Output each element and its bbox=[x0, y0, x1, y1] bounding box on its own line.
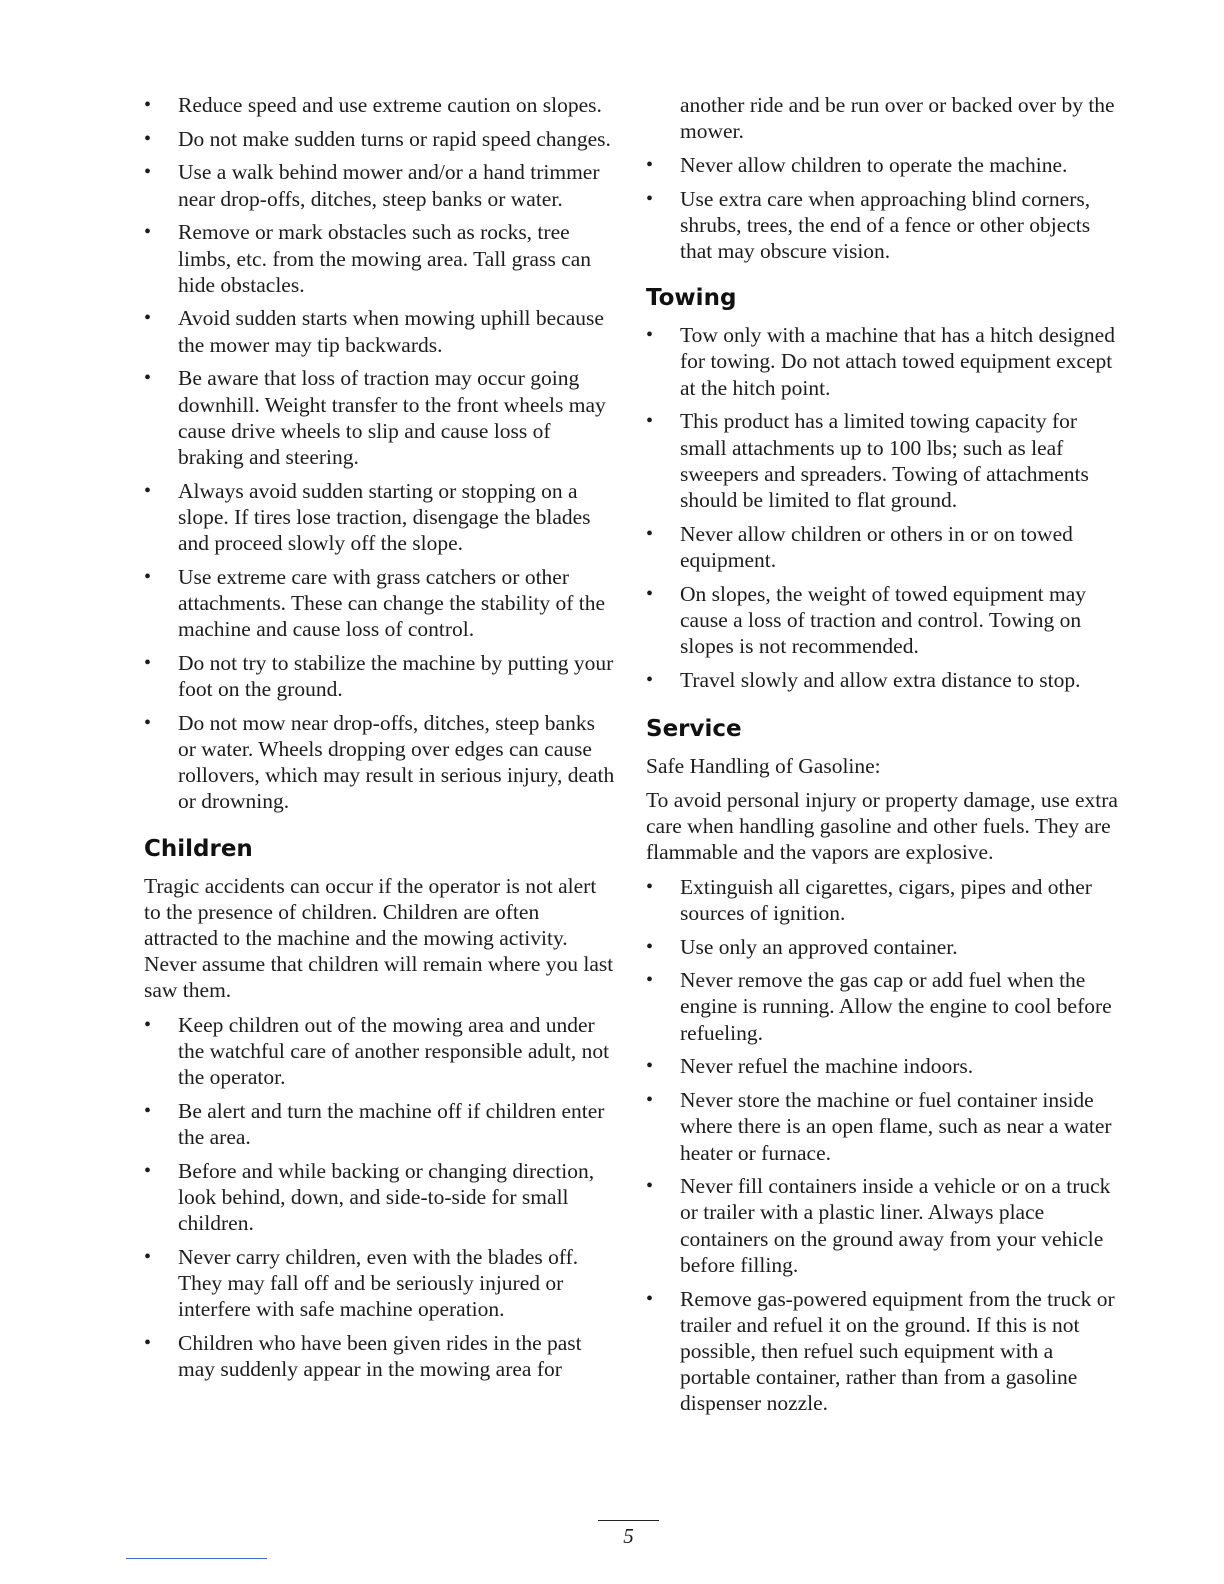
list-item: • Before and while backing or changing direction, look behind, down, and side-to-side for small children. bbox=[144, 1158, 616, 1237]
list-item: • Be alert and turn the machine off if children enter the area. bbox=[144, 1098, 616, 1150]
list-item: • Never refuel the machine indoors. bbox=[646, 1053, 1120, 1079]
left-column bbox=[144, 92, 616, 1390]
list-item: • Children who have been given rides in the past may suddenly appear in the mowing area for bbox=[144, 1330, 616, 1382]
page-number: 5 bbox=[623, 1524, 634, 1548]
section-heading-children: Children bbox=[144, 835, 253, 862]
list-item: • Never allow children to operate the machine. bbox=[646, 152, 1120, 178]
towing-safety-list bbox=[646, 322, 1120, 693]
right-column bbox=[646, 92, 1120, 1424]
children-safety-list bbox=[144, 1012, 616, 1383]
list-item: • Use only an approved container. bbox=[646, 934, 1120, 960]
slope-safety-list bbox=[144, 92, 616, 815]
children-continued-text: another ride and be run over or backed over by the mower. bbox=[680, 93, 1115, 144]
list-item: • Tow only with a machine that has a hitch designed for towing. Do not attach towed equipment except at the hitch point. bbox=[646, 322, 1120, 401]
gasoline-subheading: Safe Handling of Gasoline: bbox=[646, 753, 881, 778]
list-item: • Use a walk behind mower and/or a hand trimmer near drop-offs, ditches, steep banks or water. bbox=[144, 159, 616, 211]
list-item: • Do not mow near drop-offs, ditches, steep banks or water. Wheels dropping over edges can cause rollovers, which may result in serious injury, death or drowning. bbox=[144, 710, 616, 815]
list-item: • This product has a limited towing capacity for small attachments up to 100 lbs; such as leaf sweepers and spreaders. Towing of attachments should be limited to flat ground. bbox=[646, 408, 1120, 513]
list-item: • Use extra care when approaching blind corners, shrubs, trees, the end of a fence or other objects that may obscure vision. bbox=[646, 186, 1120, 265]
gasoline-safety-list bbox=[646, 874, 1120, 1417]
list-item: • Never fill containers inside a vehicle or on a truck or trailer with a plastic liner. Always place containers on the ground away from your vehicle before filling. bbox=[646, 1173, 1120, 1278]
list-item: • Remove gas-powered equipment from the truck or trailer and refuel it on the ground. If this is not possible, then refuel such equipment with a portable container, rather than from a gasoline dispenser nozzle. bbox=[646, 1286, 1120, 1417]
list-item: • Reduce speed and use extreme caution on slopes. bbox=[144, 92, 616, 118]
footer-divider bbox=[126, 1558, 267, 1559]
list-item: • Never carry children, even with the blades off. They may fall off and be seriously injured or interfere with safe machine operation. bbox=[144, 1244, 616, 1323]
page-number-rule bbox=[598, 1520, 659, 1521]
list-item: • Travel slowly and allow extra distance to stop. bbox=[646, 667, 1120, 693]
list-item: • Use extreme care with grass catchers or other attachments. These can change the stability of the machine and cause loss of control. bbox=[144, 564, 616, 643]
service-intro-paragraph: To avoid personal injury or property damage, use extra care when handling gasoline and other fuels. They are flammable and the vapors are explosive. bbox=[646, 788, 1118, 865]
list-item: • Do not try to stabilize the machine by putting your foot on the ground. bbox=[144, 650, 616, 702]
list-item: • Be aware that loss of traction may occur going downhill. Weight transfer to the front wheels may cause drive wheels to slip and cause loss of braking and steering. bbox=[144, 365, 616, 470]
list-item: • Avoid sudden starts when mowing uphill because the mower may tip backwards. bbox=[144, 305, 616, 357]
list-item: • Keep children out of the mowing area and under the watchful care of another responsible adult, not the operator. bbox=[144, 1012, 616, 1091]
list-item: • Remove or mark obstacles such as rocks, tree limbs, etc. from the mowing area. Tall grass can hide obstacles. bbox=[144, 219, 616, 298]
children-intro-paragraph: Tragic accidents can occur if the operator is not alert to the presence of children. Children are often attracted to the machine and the mowing activity. Never assume that children will remain where you last saw them. bbox=[144, 873, 614, 1003]
list-item: • Never store the machine or fuel container inside where there is an open flame, such as near a water heater or furnace. bbox=[646, 1087, 1120, 1166]
section-heading-towing: Towing bbox=[646, 285, 737, 312]
section-heading-service: Service bbox=[646, 715, 742, 742]
list-item: • On slopes, the weight of towed equipment may cause a loss of traction and control. Towing on slopes is not recommended. bbox=[646, 581, 1120, 660]
children-safety-list-continued bbox=[646, 152, 1120, 264]
list-item: • Extinguish all cigarettes, cigars, pipes and other sources of ignition. bbox=[646, 874, 1120, 926]
list-item: • Never remove the gas cap or add fuel when the engine is running. Allow the engine to cool before refueling. bbox=[646, 967, 1120, 1046]
list-item: • Do not make sudden turns or rapid speed changes. bbox=[144, 126, 616, 152]
list-item: • Always avoid sudden starting or stopping on a slope. If tires lose traction, disengage the blades and proceed slowly off the slope. bbox=[144, 478, 616, 557]
list-item: • Never allow children or others in or on towed equipment. bbox=[646, 521, 1120, 573]
